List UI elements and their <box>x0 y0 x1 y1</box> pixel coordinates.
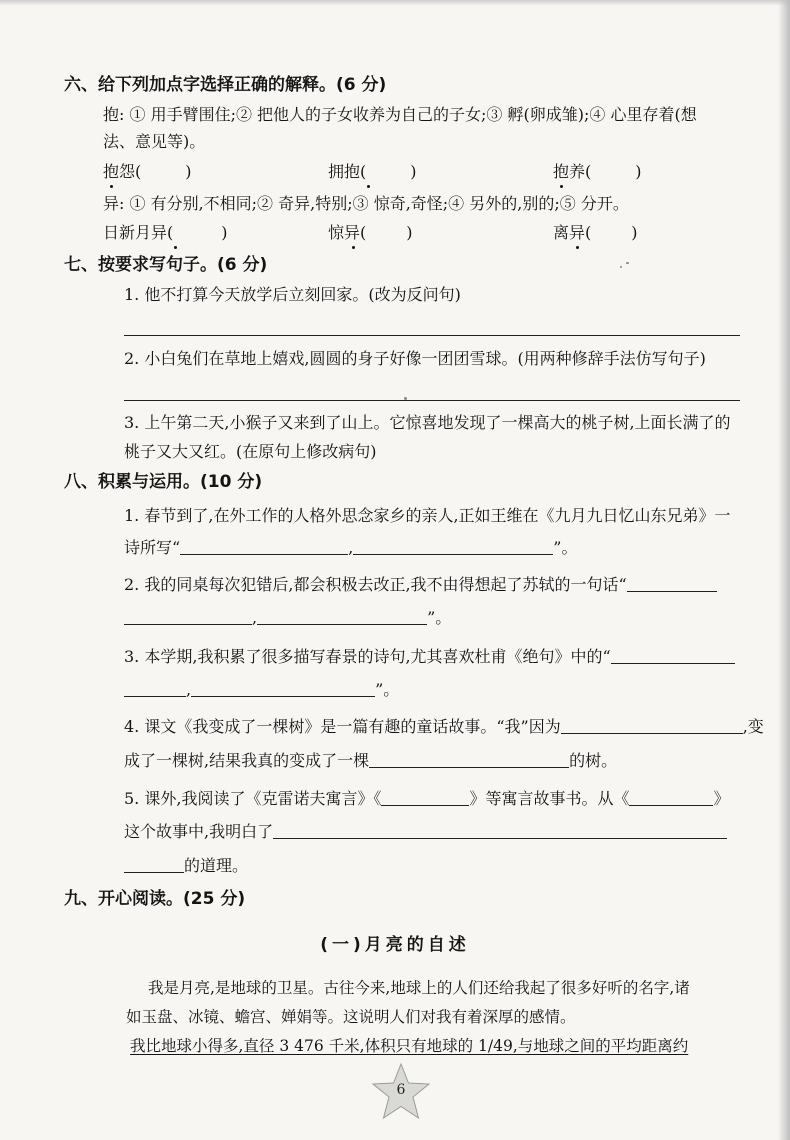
scan-speck <box>404 397 407 400</box>
close-quote: ”。 <box>553 538 578 557</box>
blank-q8-2-a[interactable] <box>627 575 717 592</box>
answer-line-q7-1[interactable] <box>124 335 740 336</box>
word-rixinyueyi-text: 日新月异( <box>103 223 174 242</box>
blank-q8-5-d[interactable] <box>124 856 184 873</box>
q8-5-text-a: 5. 课外,我阅读了《克雷诺夫寓言》《 <box>124 789 382 808</box>
blank-q8-5-a[interactable] <box>381 789 469 806</box>
section-8-question-5-line1 <box>124 788 729 810</box>
word-yongbao <box>328 161 417 183</box>
story-paragraph-1-line2: 如玉盘、冰镜、蟾宫、婵娟等。这说明人们对我有着深厚的感情。 <box>126 1008 576 1026</box>
emphasis-dot <box>352 246 355 249</box>
close-paren: ) <box>221 223 228 242</box>
section-8-question-1-line1: 1. 春节到了,在外工作的人格外思念家乡的亲人,正如王维在《九月九日忆山东兄弟》一 <box>124 506 731 525</box>
q8-5-text-b: 》等寓言故事书。从《 <box>469 789 630 808</box>
comma: , <box>186 680 192 699</box>
q8-4-text-d: 的树。 <box>569 751 618 770</box>
blank-q8-5-b[interactable] <box>629 789 713 806</box>
q8-1-prefix: 诗所写“ <box>124 538 181 557</box>
q8-4-text-a: 4. 课文《我变成了一棵树》是一篇有趣的童话故事。“我”因为 <box>124 717 561 736</box>
blank-q8-4-a[interactable] <box>561 717 743 734</box>
word-baoyuan-text: 抱怨( <box>103 162 142 181</box>
close-paren: ) <box>635 162 642 181</box>
blank-q8-3-a[interactable] <box>611 647 735 664</box>
q8-4-text-c: 成了一棵树,结果我真的变成了一棵 <box>124 751 370 770</box>
section-8-question-5-line2 <box>124 821 727 843</box>
story-paragraph-2-line1: 我比地球小得多,直径 3 476 千米,体积只有地球的 1/49,与地球之间的平均距离约 <box>130 1037 689 1055</box>
close-paren: ) <box>631 223 638 242</box>
q8-4-text-b: ,变 <box>742 717 764 736</box>
blank-q8-5-c[interactable] <box>273 822 727 839</box>
close-quote: ”。 <box>375 680 400 699</box>
section-6-heading: 六、给下列加点字选择正确的解释。(6 分) <box>64 75 387 95</box>
scan-speck <box>620 266 622 268</box>
q8-5-text-c: 》 <box>713 789 730 808</box>
story-paragraph-1-line1: 我是月亮,是地球的卫星。古往今来,地球上的人们还给我起了很多好听的名字,诸 <box>148 979 690 997</box>
q8-5-text-d: 这个故事中,我明白了 <box>124 822 274 841</box>
section-8-question-3-line1 <box>124 646 735 668</box>
yi-definition: 异: ① 有分别,不相同;② 奇异,特别;③ 惊奇,奇怪;④ 另外的,别的;⑤ 分开。 <box>103 194 629 213</box>
emphasis-dot <box>576 246 579 249</box>
bao-definition-line2: 法、意见等)。 <box>103 132 206 151</box>
emphasis-dot <box>367 185 370 188</box>
word-baoyuan <box>103 161 192 183</box>
section-8-question-2-line2 <box>124 607 451 629</box>
section-8-question-4-line1 <box>124 716 764 738</box>
section-7-heading: 七、按要求写句子。(6 分) <box>64 255 268 275</box>
section-9-heading: 九、开心阅读。(25 分) <box>64 889 246 909</box>
scan-shadow-top <box>0 0 790 6</box>
close-paren: ) <box>410 162 417 181</box>
page-number: 6 <box>396 1082 406 1098</box>
answer-line-q7-2[interactable] <box>124 400 740 401</box>
comma: , <box>348 538 354 557</box>
word-baoyang <box>553 161 642 183</box>
story-title: (一)月亮的自述 <box>320 935 470 955</box>
page-number-badge <box>370 1062 432 1124</box>
q8-5-text-e: 的道理。 <box>184 856 249 875</box>
blank-q8-1-b[interactable] <box>353 538 553 555</box>
blank-q8-1-a[interactable] <box>180 538 348 555</box>
emphasis-dot <box>174 246 177 249</box>
section-7-question-1: 1. 他不打算今天放学后立刻回家。(改为反问句) <box>124 285 461 304</box>
section-8-question-1-line2 <box>124 537 577 559</box>
word-jingyi-text: 惊异( <box>328 223 367 242</box>
section-8-question-4-line2 <box>124 750 617 772</box>
bao-definition-line1: 抱: ① 用手臂围住;② 把他人的子女收养为自己的子女;③ 孵(卵成雏);④ 心里存着(想 <box>103 105 697 124</box>
emphasis-dot <box>110 185 113 188</box>
blank-q8-3-b[interactable] <box>124 680 186 697</box>
blank-q8-2-c[interactable] <box>257 608 427 625</box>
close-paren: ) <box>406 223 413 242</box>
word-yongbao-text: 拥抱( <box>328 162 367 181</box>
scan-speck <box>626 262 629 264</box>
section-8-question-2-line1 <box>124 574 717 596</box>
section-7-question-3-line1: 3. 上午第二天,小猴子又来到了山上。它惊喜地发现了一棵高大的桃子树,上面长满了的 <box>124 413 731 432</box>
word-rixinyueyi <box>103 222 228 244</box>
word-jingyi <box>328 222 413 244</box>
close-paren: ) <box>185 162 192 181</box>
blank-q8-4-b[interactable] <box>369 751 569 768</box>
scan-shadow-right <box>778 0 790 1140</box>
section-8-question-5-line3 <box>124 855 248 877</box>
section-8-question-3-line2 <box>124 679 399 701</box>
blank-q8-2-b[interactable] <box>124 608 252 625</box>
section-8-heading: 八、积累与运用。(10 分) <box>64 472 263 492</box>
emphasis-dot <box>560 185 563 188</box>
comma: , <box>252 608 258 627</box>
close-quote: ”。 <box>427 608 452 627</box>
blank-q8-3-c[interactable] <box>191 680 375 697</box>
word-baoyang-text: 抱养( <box>553 162 592 181</box>
q8-2-text: 2. 我的同桌每次犯错后,都会积极去改正,我不由得想起了苏轼的一句话“ <box>124 575 627 594</box>
section-7-question-3-line2: 桃子又大又红。(在原句上修改病句) <box>124 442 377 461</box>
q8-3-text: 3. 本学期,我积累了很多描写春景的诗句,尤其喜欢杜甫《绝句》中的“ <box>124 647 611 666</box>
word-liyi <box>553 222 638 244</box>
word-liyi-text: 离异( <box>553 223 592 242</box>
section-7-question-2: 2. 小白兔们在草地上嬉戏,圆圆的身子好像一团团雪球。(用两种修辞手法仿写句子) <box>124 349 706 368</box>
